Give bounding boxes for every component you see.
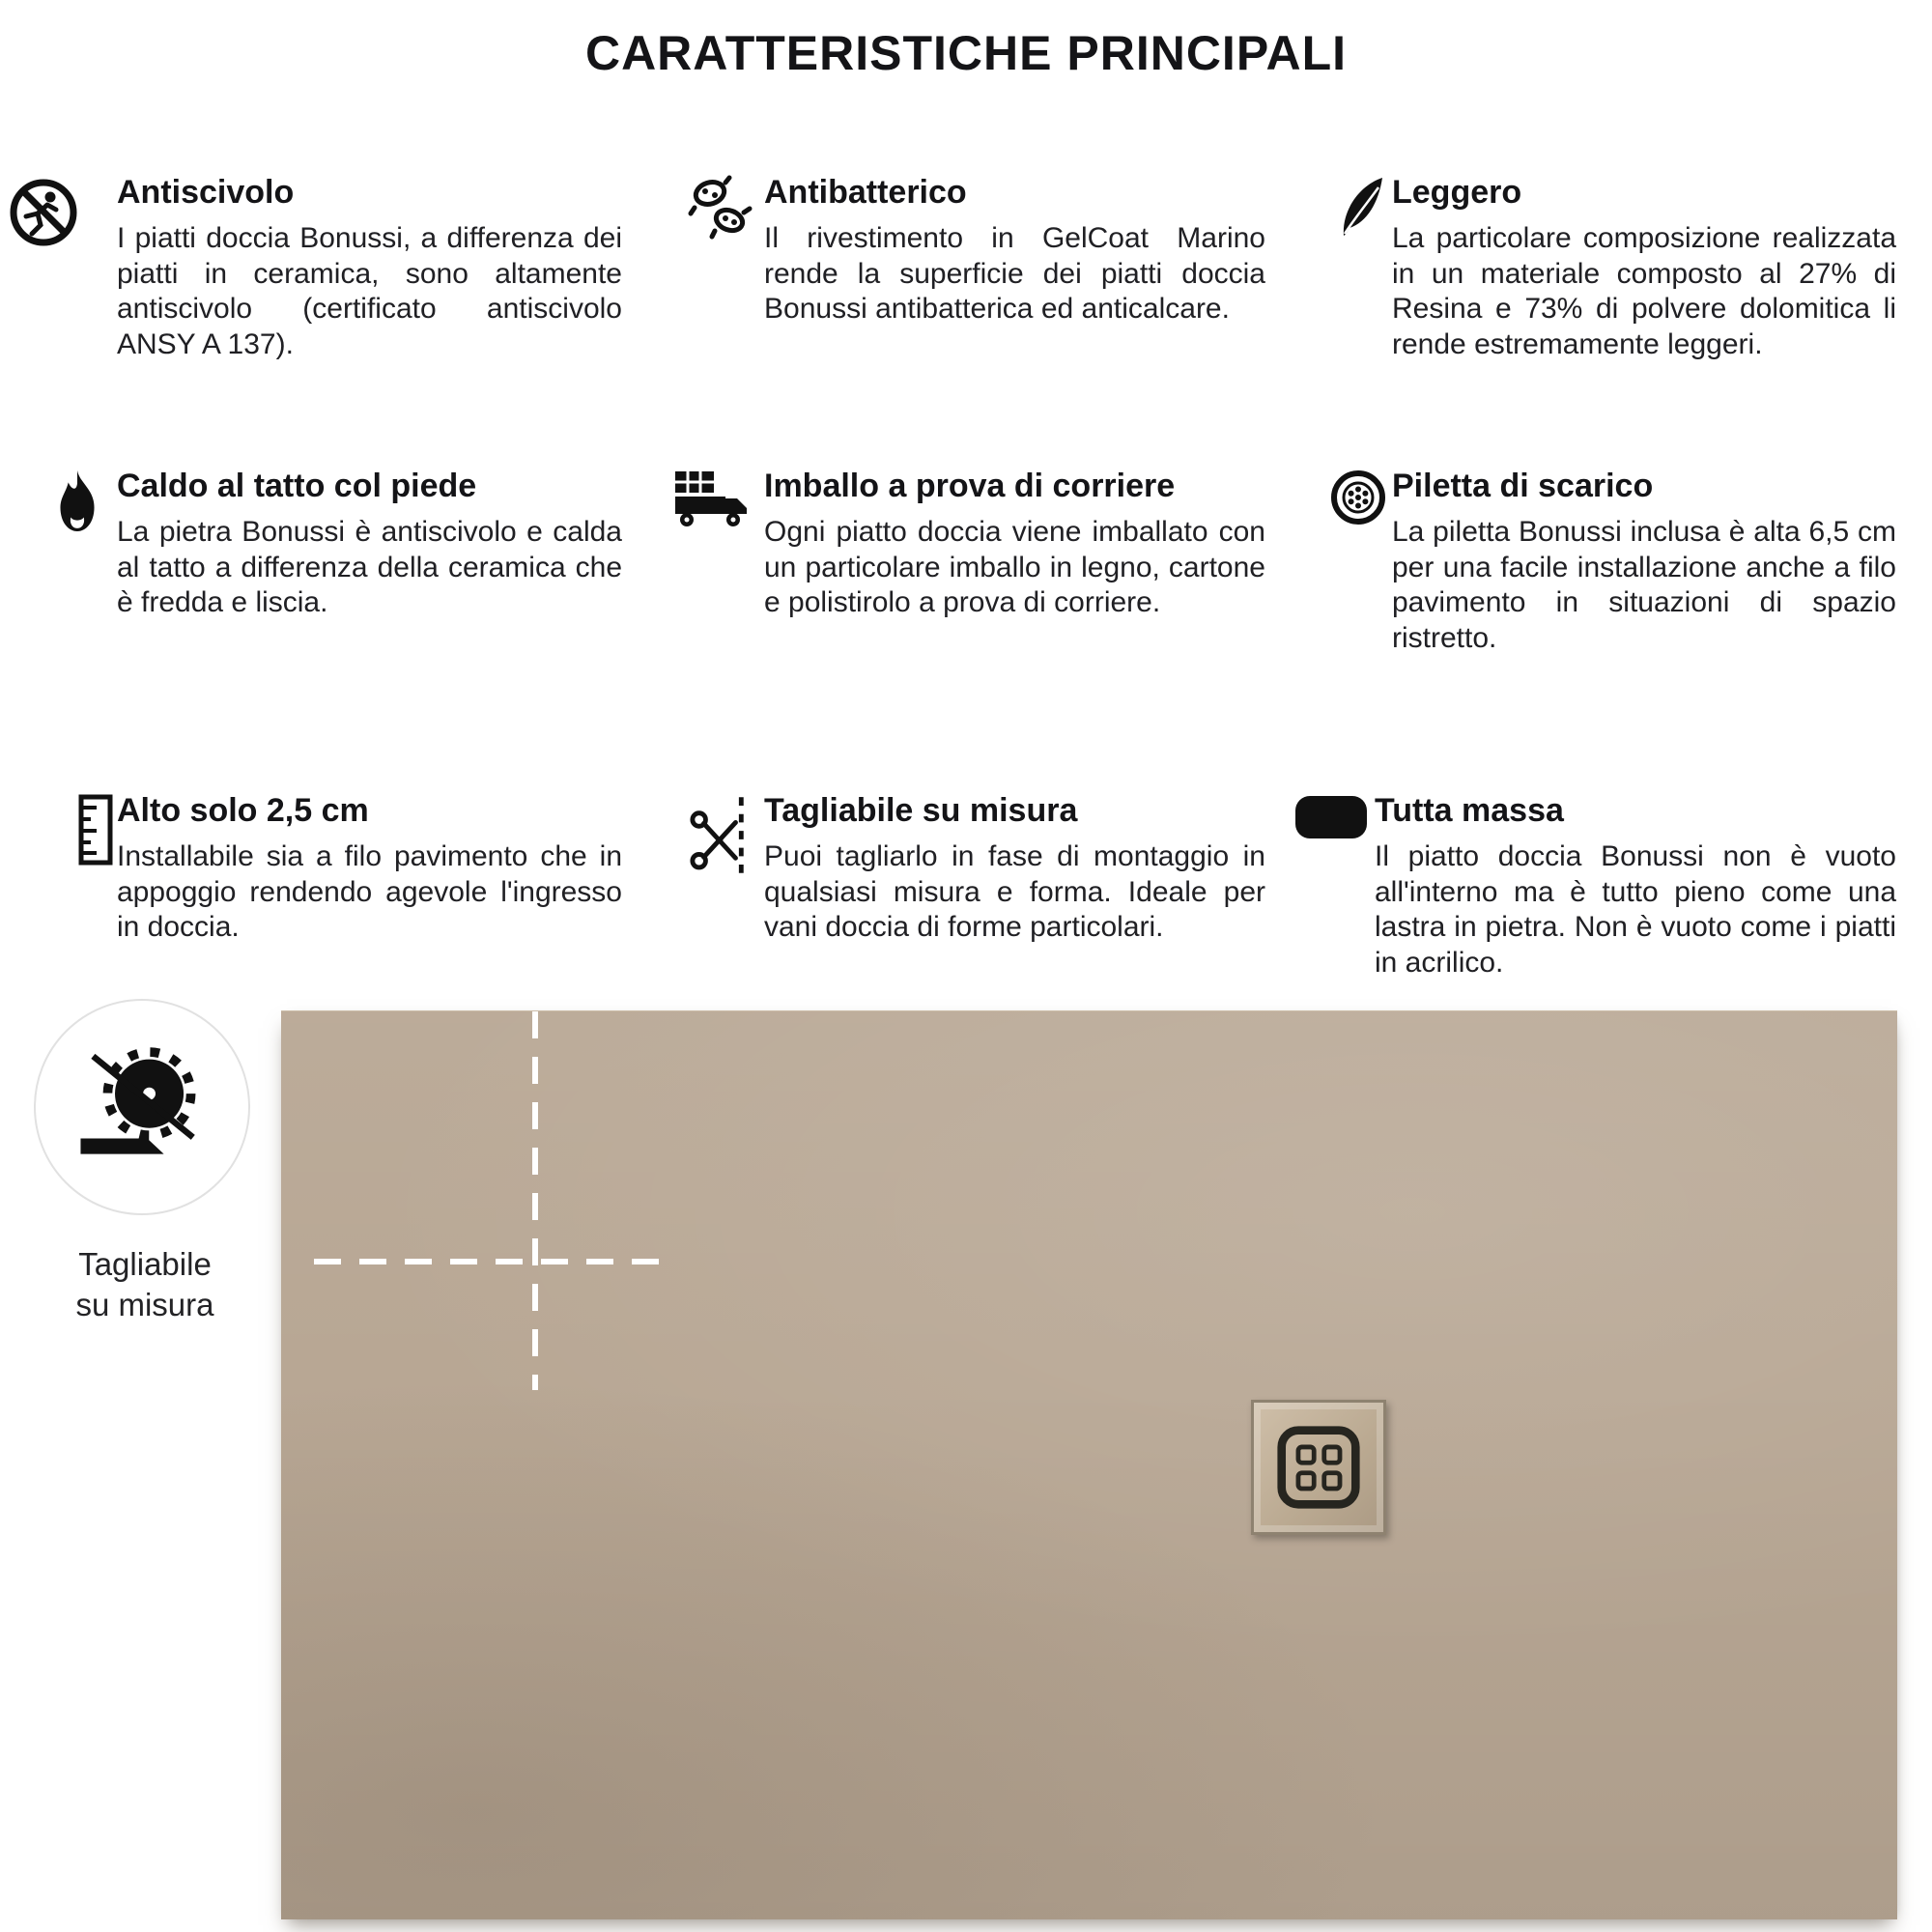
- feature-text: La particolare composizione realizzata in un materiale composto al 27% di Resina e 73% di polvere dolomitica li rende estremamente leggeri.: [1392, 222, 1896, 360]
- feature-title: Imballo a prova di corriere: [764, 468, 1176, 504]
- feather-icon: [1333, 174, 1392, 238]
- tray-shading: [281, 1011, 1897, 1919]
- feature-title: Tutta massa: [1375, 792, 1564, 829]
- feature-alto: [6, 792, 622, 946]
- feature-caldo: [6, 468, 622, 621]
- feature-title: Piletta di scarico: [1392, 468, 1654, 504]
- feature-antibatterico: [676, 174, 1265, 327]
- feature-text: I piatti doccia Bonussi, a differenza dei piatti in ceramica, sono altamente antiscivolo (certificato antiscivolo ANSY A 137).: [117, 222, 622, 360]
- feature-text: Il piatto doccia Bonussi non è vuoto all'interno ma è tutto pieno come una lastra in pietra. Non è vuoto come i piatti in acrilico.: [1375, 840, 1896, 979]
- feature-title: Caldo al tatto col piede: [117, 468, 477, 504]
- no-slip-icon: [6, 174, 117, 249]
- drain-icon: [1333, 468, 1392, 526]
- ruler-icon: [6, 792, 117, 866]
- cut-to-size-label: Tagliabile su misura: [75, 1246, 214, 1323]
- feature-tutta-massa: [1333, 792, 1896, 980]
- truck-icon: [676, 468, 764, 529]
- feature-title: Antiscivolo: [117, 174, 295, 211]
- mass-icon: [1316, 792, 1375, 842]
- cut-line-vertical: [532, 1011, 538, 1390]
- circular-saw-icon: [74, 1037, 210, 1178]
- page-title: CARATTERISTICHE PRINCIPALI: [584, 26, 1348, 80]
- square-drain: [1251, 1400, 1386, 1535]
- feature-piletta: [1333, 468, 1896, 656]
- shower-tray: [281, 1010, 1897, 1919]
- feature-tagliabile: [676, 792, 1265, 946]
- feature-text: Il rivestimento in GelCoat Marino rende la superficie dei piatti doccia Bonussi antibatterica ed anticalcare.: [764, 222, 1265, 326]
- feature-text: Puoi tagliarlo in fase di montaggio in qualsiasi misura e forma. Ideale per vani doccia di forme particolari.: [764, 840, 1265, 944]
- feature-text: La pietra Bonussi è antiscivolo e calda al tatto a differenza della ceramica che è fredda e liscia.: [117, 516, 622, 619]
- bacteria-icon: [676, 174, 764, 238]
- feature-text: Installabile sia a filo pavimento che in appoggio rendendo agevole l'ingresso in doccia.: [117, 840, 622, 944]
- scissors-icon: [676, 792, 764, 877]
- feature-title: Tagliabile su misura: [764, 792, 1078, 829]
- cut-line-horizontal: [314, 1259, 671, 1264]
- feature-title: Leggero: [1392, 174, 1522, 211]
- feature-leggero: [1333, 174, 1896, 362]
- feature-text: Ogni piatto doccia viene imballato con un particolare imballo in legno, cartone e polistirolo a prova di corriere.: [764, 516, 1265, 619]
- feature-imballo: [676, 468, 1265, 621]
- feature-title: Antibatterico: [764, 174, 967, 211]
- cut-to-size-badge: [34, 999, 250, 1215]
- flame-icon: [6, 468, 117, 533]
- feature-text: La piletta Bonussi inclusa è alta 6,5 cm per una facile installazione anche a filo pavimento in situazioni di spazio ristretto.: [1392, 516, 1896, 654]
- feature-title: Alto solo 2,5 cm: [117, 792, 369, 829]
- feature-antiscivolo: [6, 174, 622, 362]
